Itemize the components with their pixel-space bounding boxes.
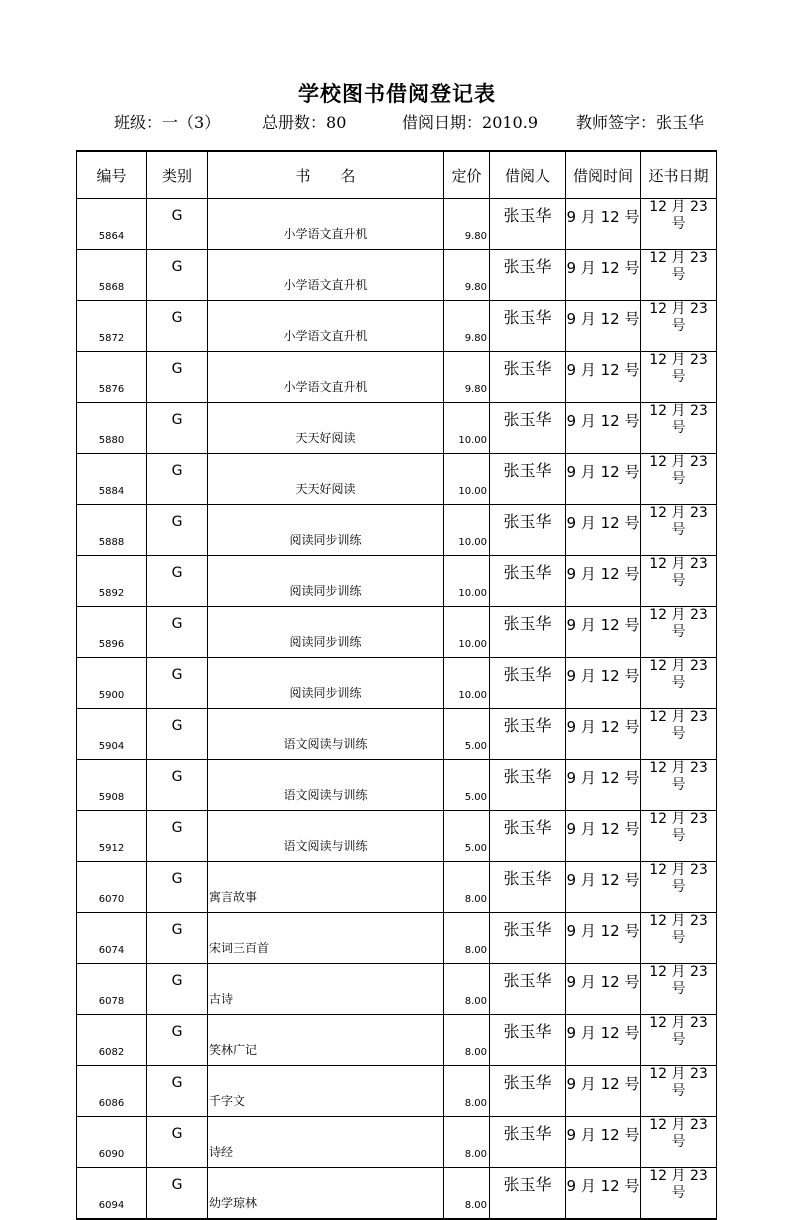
book-number: 5892 (77, 556, 147, 607)
book-category: G (147, 556, 208, 607)
book-price: 8.00 (444, 1168, 490, 1220)
book-number: 5868 (77, 250, 147, 301)
book-number: 5864 (77, 199, 147, 250)
book-price: 10.00 (444, 607, 490, 658)
book-name: 阅读同步训练 (208, 505, 444, 556)
return-date: 12 月 23 号 (641, 352, 717, 403)
table-row (77, 811, 717, 862)
return-date: 12 月 23 号 (641, 403, 717, 454)
book-price: 10.00 (444, 658, 490, 709)
book-name: 小学语文直升机 (208, 301, 444, 352)
book-number: 5876 (77, 352, 147, 403)
table-row (77, 1168, 717, 1220)
book-price: 8.00 (444, 1117, 490, 1168)
borrower-name: 张玉华 (490, 301, 566, 352)
book-name: 幼学琼林 (208, 1168, 444, 1220)
borrower-name: 张玉华 (490, 454, 566, 505)
date-info (402, 110, 538, 133)
book-price: 5.00 (444, 760, 490, 811)
book-category: G (147, 352, 208, 403)
book-name: 小学语文直升机 (208, 352, 444, 403)
book-number: 5880 (77, 403, 147, 454)
table-row (77, 454, 717, 505)
book-category: G (147, 1066, 208, 1117)
table-row (77, 301, 717, 352)
table-row (77, 862, 717, 913)
book-category: G (147, 301, 208, 352)
header-price: 定价 (444, 151, 490, 199)
borrower-name: 张玉华 (490, 505, 566, 556)
return-date: 12 月 23 号 (641, 1168, 717, 1220)
borrow-time: 9 月 12 号 (566, 658, 641, 709)
book-number: 5896 (77, 607, 147, 658)
table-body (77, 199, 717, 1220)
table-row (77, 403, 717, 454)
borrower-name: 张玉华 (490, 1168, 566, 1220)
borrow-time: 9 月 12 号 (566, 1117, 641, 1168)
book-number: 5872 (77, 301, 147, 352)
borrower-name: 张玉华 (490, 913, 566, 964)
header-borrower: 借阅人 (490, 151, 566, 199)
book-category: G (147, 964, 208, 1015)
teacher-signature: 张玉华 (656, 113, 705, 132)
borrower-name: 张玉华 (490, 709, 566, 760)
borrow-time: 9 月 12 号 (566, 301, 641, 352)
class-info (114, 110, 220, 133)
borrow-time: 9 月 12 号 (566, 607, 641, 658)
book-number: 6078 (77, 964, 147, 1015)
table-row (77, 1066, 717, 1117)
return-date: 12 月 23 号 (641, 250, 717, 301)
book-price: 8.00 (444, 964, 490, 1015)
borrower-name: 张玉华 (490, 352, 566, 403)
book-price: 8.00 (444, 1015, 490, 1066)
book-name: 天天好阅读 (208, 454, 444, 505)
header-return-date: 还书日期 (641, 151, 717, 199)
return-date: 12 月 23 号 (641, 913, 717, 964)
header-book-name: 书 名 (208, 151, 444, 199)
book-number: 5904 (77, 709, 147, 760)
borrower-name: 张玉华 (490, 1117, 566, 1168)
book-price: 9.80 (444, 352, 490, 403)
book-price: 10.00 (444, 556, 490, 607)
book-name: 小学语文直升机 (208, 199, 444, 250)
book-category: G (147, 760, 208, 811)
book-price: 8.00 (444, 913, 490, 964)
borrower-name: 张玉华 (490, 199, 566, 250)
book-number: 5900 (77, 658, 147, 709)
book-name: 语文阅读与训练 (208, 811, 444, 862)
book-price: 5.00 (444, 811, 490, 862)
return-date: 12 月 23 号 (641, 505, 717, 556)
book-category: G (147, 862, 208, 913)
borrower-name: 张玉华 (490, 658, 566, 709)
book-price: 9.80 (444, 301, 490, 352)
book-name: 阅读同步训练 (208, 607, 444, 658)
borrow-time: 9 月 12 号 (566, 454, 641, 505)
book-category: G (147, 403, 208, 454)
book-name: 阅读同步训练 (208, 658, 444, 709)
borrow-time: 9 月 12 号 (566, 760, 641, 811)
book-price: 8.00 (444, 862, 490, 913)
table-header (77, 151, 717, 199)
book-number: 5884 (77, 454, 147, 505)
return-date: 12 月 23 号 (641, 760, 717, 811)
borrow-time: 9 月 12 号 (566, 250, 641, 301)
book-price: 9.80 (444, 199, 490, 250)
book-name: 语文阅读与训练 (208, 709, 444, 760)
book-price: 10.00 (444, 454, 490, 505)
total-label: 总册数： (262, 113, 327, 132)
borrow-table (76, 150, 717, 1220)
book-category: G (147, 709, 208, 760)
book-name: 语文阅读与训练 (208, 760, 444, 811)
page-title: 学校图书借阅登记表 (298, 81, 496, 106)
return-date: 12 月 23 号 (641, 709, 717, 760)
table-row (77, 964, 717, 1015)
book-name: 宋词三百首 (208, 913, 444, 964)
borrower-name: 张玉华 (490, 403, 566, 454)
book-price: 10.00 (444, 403, 490, 454)
borrow-time: 9 月 12 号 (566, 199, 641, 250)
book-number: 5888 (77, 505, 147, 556)
book-number: 6070 (77, 862, 147, 913)
borrower-name: 张玉华 (490, 862, 566, 913)
book-name: 千字文 (208, 1066, 444, 1117)
book-name: 天天好阅读 (208, 403, 444, 454)
book-price: 8.00 (444, 1066, 490, 1117)
book-category: G (147, 199, 208, 250)
borrow-time: 9 月 12 号 (566, 862, 641, 913)
borrow-time: 9 月 12 号 (566, 556, 641, 607)
return-date: 12 月 23 号 (641, 1066, 717, 1117)
book-category: G (147, 607, 208, 658)
book-name: 笑林广记 (208, 1015, 444, 1066)
return-date: 12 月 23 号 (641, 454, 717, 505)
header-number: 编号 (77, 151, 147, 199)
table-row (77, 658, 717, 709)
borrow-time: 9 月 12 号 (566, 403, 641, 454)
table-row (77, 709, 717, 760)
borrower-name: 张玉华 (490, 250, 566, 301)
table-row (77, 760, 717, 811)
borrow-time: 9 月 12 号 (566, 811, 641, 862)
borrower-name: 张玉华 (490, 607, 566, 658)
book-name: 小学语文直升机 (208, 250, 444, 301)
book-category: G (147, 454, 208, 505)
book-number: 6094 (77, 1168, 147, 1220)
book-name: 寓言故事 (208, 862, 444, 913)
book-name: 古诗 (208, 964, 444, 1015)
return-date: 12 月 23 号 (641, 1117, 717, 1168)
return-date: 12 月 23 号 (641, 1015, 717, 1066)
table-row (77, 1117, 717, 1168)
book-number: 5912 (77, 811, 147, 862)
borrower-name: 张玉华 (490, 760, 566, 811)
header-borrow-time: 借阅时间 (566, 151, 641, 199)
return-date: 12 月 23 号 (641, 301, 717, 352)
date-value: 2010.9 (482, 113, 538, 132)
book-category: G (147, 250, 208, 301)
return-date: 12 月 23 号 (641, 658, 717, 709)
table-row (77, 250, 717, 301)
teacher-label: 教师签字： (576, 113, 657, 132)
book-category: G (147, 913, 208, 964)
total-value: 80 (326, 113, 347, 132)
book-category: G (147, 1168, 208, 1220)
class-label: 班级： (114, 113, 163, 132)
borrower-name: 张玉华 (490, 811, 566, 862)
book-price: 10.00 (444, 505, 490, 556)
book-name: 阅读同步训练 (208, 556, 444, 607)
borrower-name: 张玉华 (490, 964, 566, 1015)
book-category: G (147, 811, 208, 862)
table-row (77, 556, 717, 607)
total-info (262, 110, 346, 133)
date-label: 借阅日期： (402, 113, 483, 132)
book-number: 5908 (77, 760, 147, 811)
borrower-name: 张玉华 (490, 556, 566, 607)
book-number: 6090 (77, 1117, 147, 1168)
table-row (77, 607, 717, 658)
borrower-name: 张玉华 (490, 1015, 566, 1066)
return-date: 12 月 23 号 (641, 964, 717, 1015)
table-row (77, 505, 717, 556)
book-category: G (147, 658, 208, 709)
table-row (77, 199, 717, 250)
return-date: 12 月 23 号 (641, 811, 717, 862)
borrow-time: 9 月 12 号 (566, 709, 641, 760)
borrow-time: 9 月 12 号 (566, 964, 641, 1015)
header-category: 类别 (147, 151, 208, 199)
teacher-info (576, 110, 704, 133)
book-price: 9.80 (444, 250, 490, 301)
borrow-time: 9 月 12 号 (566, 505, 641, 556)
return-date: 12 月 23 号 (641, 199, 717, 250)
book-name: 诗经 (208, 1117, 444, 1168)
borrower-name: 张玉华 (490, 1066, 566, 1117)
table-row (77, 352, 717, 403)
table-row (77, 913, 717, 964)
borrow-time: 9 月 12 号 (566, 913, 641, 964)
return-date: 12 月 23 号 (641, 556, 717, 607)
borrow-time: 9 月 12 号 (566, 1066, 641, 1117)
book-price: 5.00 (444, 709, 490, 760)
borrow-time: 9 月 12 号 (566, 352, 641, 403)
return-date: 12 月 23 号 (641, 862, 717, 913)
borrow-time: 9 月 12 号 (566, 1168, 641, 1220)
table-row (77, 1015, 717, 1066)
borrow-time: 9 月 12 号 (566, 1015, 641, 1066)
book-category: G (147, 1117, 208, 1168)
book-category: G (147, 1015, 208, 1066)
book-number: 6086 (77, 1066, 147, 1117)
class-value: 一（3） (162, 113, 221, 132)
book-number: 6074 (77, 913, 147, 964)
book-number: 6082 (77, 1015, 147, 1066)
return-date: 12 月 23 号 (641, 607, 717, 658)
book-category: G (147, 505, 208, 556)
